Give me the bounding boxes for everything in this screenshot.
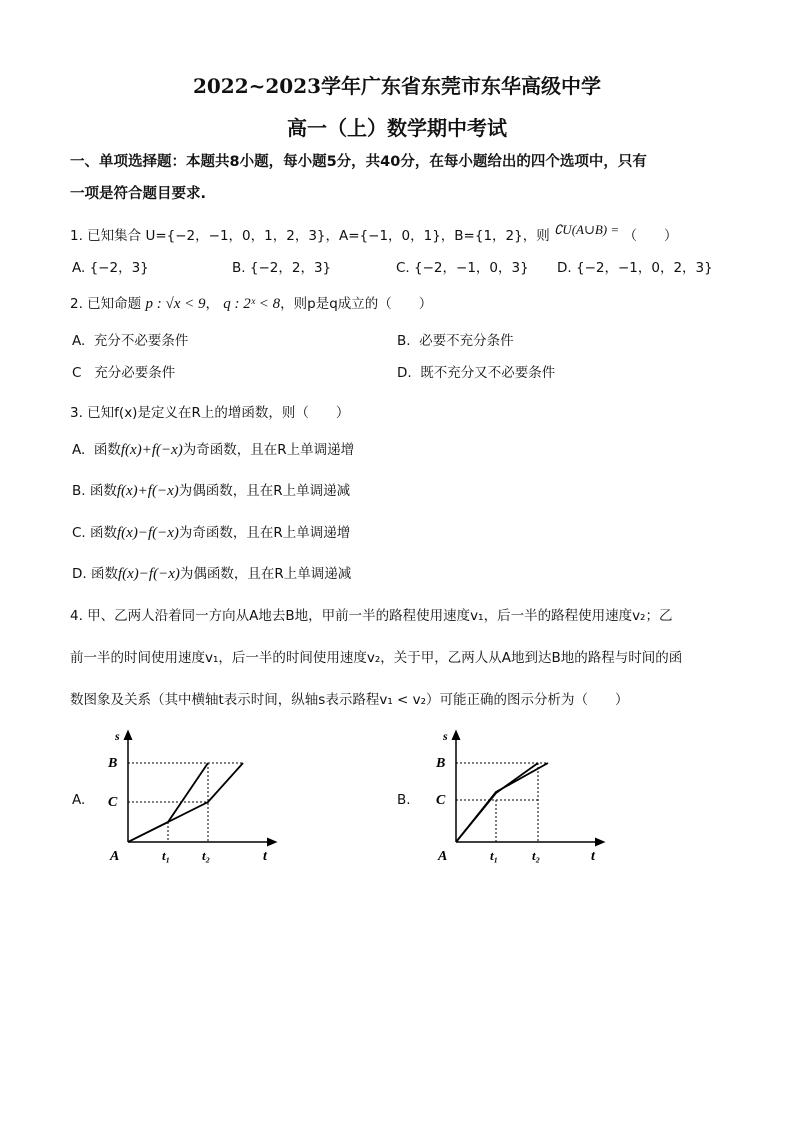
question-4-graph-b[interactable] — [426, 722, 616, 872]
question-4-line1: 4. 甲、乙两人沿着同一方向从A地去B地，甲前一半的路程使用速度v₁，后一半的路程使用速度v₂；乙 — [70, 608, 673, 624]
section-heading-line2: 一项是符合题目要求. — [70, 186, 207, 202]
question-1-option-c[interactable]: C. {−2，−1，0，3} — [396, 260, 529, 276]
question-3-stem: 3. 已知f(x)是定义在R上的增函数，则（ ） — [70, 405, 350, 421]
question-3-option-d[interactable]: D. 函数f(x)−f(−x)为偶函数，且在R上单调递减 — [72, 566, 352, 582]
complement-expression: ∁U(A∪B) = — [554, 222, 620, 237]
question-1-option-a[interactable]: A. {−2，3} — [72, 260, 149, 276]
question-3-option-b[interactable]: B. 函数f(x)+f(−x)为偶函数，且在R上单调递减 — [72, 483, 351, 499]
exam-title-line1: 2022~2023学年广东省东莞市东华高级中学 — [192, 74, 602, 98]
section-heading-line1: 一、单项选择题：本题共8小题，每小题5分，共40分，在每小题给出的四个选项中，只有 — [70, 154, 647, 170]
proposition-q: q : 2ˣ < 8 — [223, 296, 281, 312]
t2-label: t₂ — [532, 848, 541, 863]
t-label: t — [591, 849, 595, 864]
question-4-graph-a[interactable] — [98, 722, 288, 872]
t2-label: t₂ — [202, 848, 211, 863]
graph-b-line-1 — [456, 763, 548, 842]
s-label: s — [115, 729, 120, 743]
question-1-option-d[interactable]: D. {−2，−1，0，2，3} — [557, 260, 713, 276]
c-label: C — [436, 793, 446, 808]
question-4-line2: 前一半的时间使用速度v₁，后一半的时间使用速度v₂，关于甲，乙两人从A地到达B地的路程与时间的函 — [70, 650, 683, 666]
question-1-stem: 1. 已知集合 U={−2，−1，0，1，2，3}，A={−1，0，1}，B={1，2}，则 ∁U(A∪B) = （ ） — [70, 222, 678, 244]
question-2-option-c[interactable]: C 充分必要条件 — [72, 365, 176, 381]
question-2-option-d[interactable]: D. 既不充分又不必要条件 — [397, 365, 556, 381]
c-label: C — [108, 795, 118, 810]
s-label: s — [443, 729, 448, 743]
t1-label: t₁ — [490, 848, 499, 863]
origin-label: A — [438, 849, 448, 864]
question-3-option-c[interactable]: C. 函数f(x)−f(−x)为奇函数，且在R上单调递增 — [72, 525, 351, 541]
proposition-p: p : √x < 9 — [145, 296, 206, 312]
question-4-option-b-label[interactable]: B. — [397, 792, 411, 808]
question-2-stem: 2. 已知命题 p : √x < 9， q : 2ˣ < 8，则p是q成立的（ ） — [70, 296, 433, 312]
question-4-option-a-label[interactable]: A. — [72, 792, 86, 808]
question-4-line3: 数图象及关系（其中横轴t表示时间，纵轴s表示路程v₁ < v₂）可能正确的图示分析为（ ） — [70, 692, 629, 708]
b-label: B — [436, 756, 446, 771]
t-label: t — [263, 849, 267, 864]
b-label: B — [108, 756, 118, 771]
question-1-option-b[interactable]: B. {−2，2，3} — [232, 260, 332, 276]
t1-label: t₁ — [162, 848, 171, 863]
question-3-option-a[interactable]: A. 函数f(x)+f(−x)为奇函数，且在R上单调递增 — [72, 442, 355, 458]
exam-title-line2: 高一（上）数学期中考试 — [287, 116, 507, 140]
question-2-option-b[interactable]: B. 必要不充分条件 — [397, 333, 514, 349]
origin-label: A — [110, 849, 120, 864]
question-2-option-a[interactable]: A. 充分不必要条件 — [72, 333, 189, 349]
